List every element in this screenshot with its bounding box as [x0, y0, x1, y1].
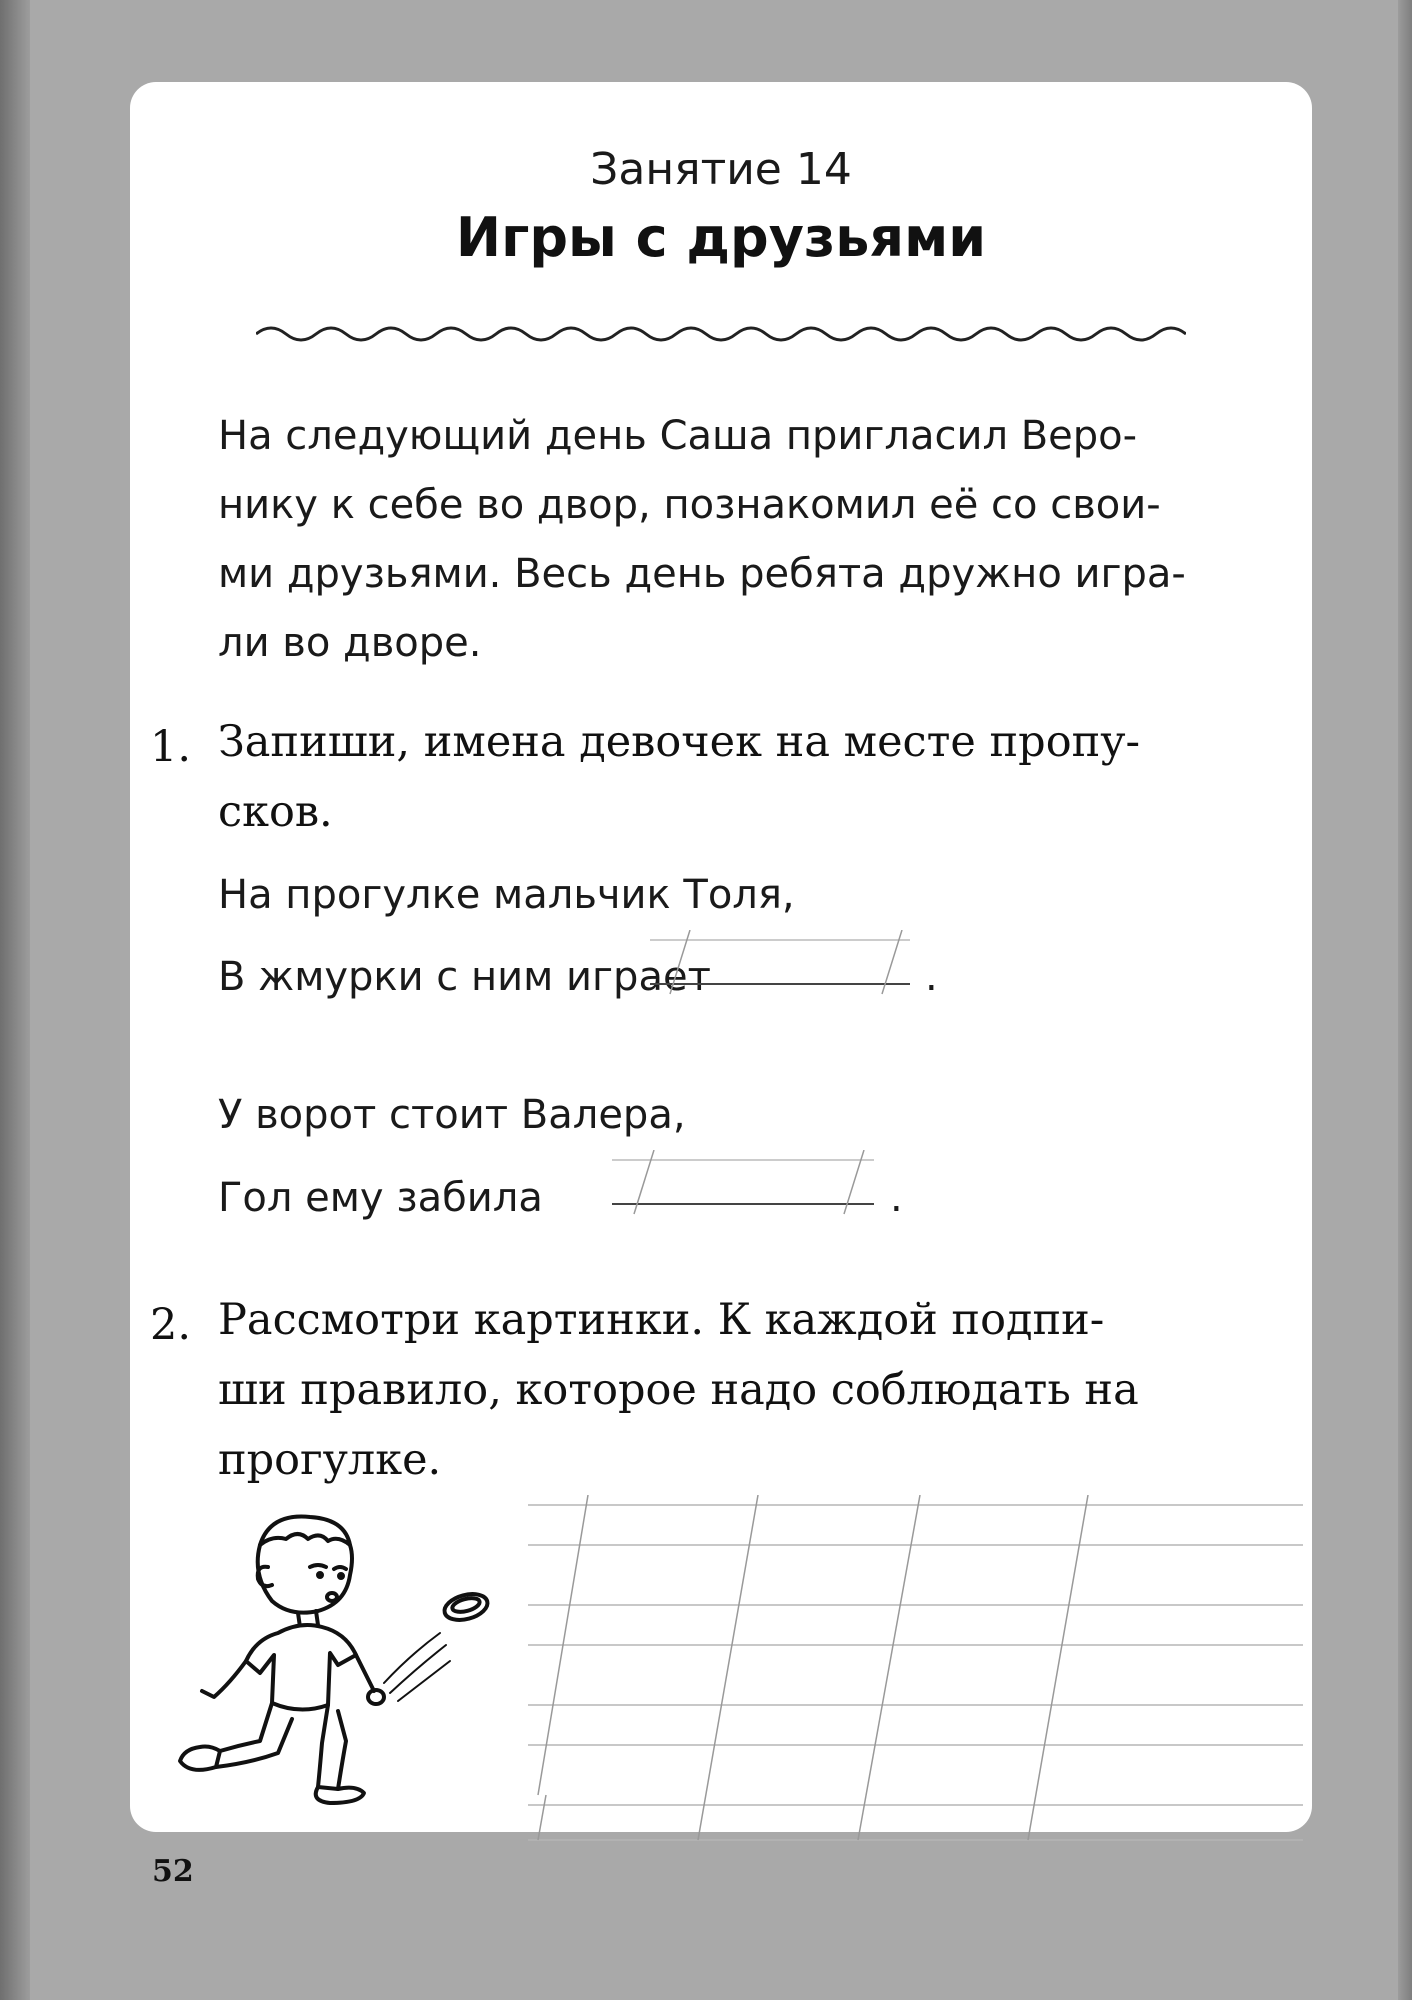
- verse-2-period: .: [890, 1175, 903, 1221]
- book-spine-shadow: [0, 0, 30, 2000]
- verse-1-line-1: На прогулке мальчик Толя,: [218, 872, 795, 918]
- task-2-line: Рассмотри картинки. К каждой подпи-: [218, 1295, 1105, 1345]
- task-2-line: ши правило, которое надо соблюдать на: [218, 1365, 1139, 1415]
- task-2-instruction: [218, 1285, 1139, 1495]
- writing-lines-area[interactable]: [528, 1495, 1308, 1845]
- intro-line: нику к себе во двор, познакомил её со свои-: [218, 482, 1161, 528]
- lesson-title: Игры с друзьями: [455, 206, 987, 269]
- answer-blank-1[interactable]: [650, 930, 920, 1000]
- task-1-instruction: [218, 707, 1140, 847]
- page-edge: [1398, 0, 1412, 2000]
- boy-throwing-illustration: [160, 1505, 510, 1805]
- verse-1-line-2: В жмурки с ним играет: [218, 954, 711, 1000]
- intro-line: ли во дворе.: [218, 620, 482, 666]
- task-2-line: прогулке.: [218, 1435, 442, 1485]
- intro-paragraph: [218, 402, 1238, 678]
- answer-blank-2[interactable]: [612, 1150, 882, 1220]
- task-1-line: сков.: [218, 787, 333, 837]
- intro-line: На следующий день Саша пригласил Веро-: [218, 413, 1138, 459]
- verse-1-period: .: [925, 954, 938, 1000]
- page-number: 52: [152, 1854, 194, 1889]
- task-1-line: Запиши, имена девочек на месте пропу-: [218, 717, 1141, 767]
- lesson-number: Занятие 14: [590, 144, 852, 195]
- intro-line: ми друзьями. Весь день ребята дружно игра-: [218, 551, 1186, 597]
- wavy-divider: [256, 322, 1186, 346]
- verse-2-line-2: Гол ему забила: [218, 1175, 543, 1221]
- verse-2-line-1: У ворот стоит Валера,: [218, 1092, 686, 1138]
- task-2-number: 2.: [150, 1300, 192, 1350]
- task-1-number: 1.: [150, 722, 192, 772]
